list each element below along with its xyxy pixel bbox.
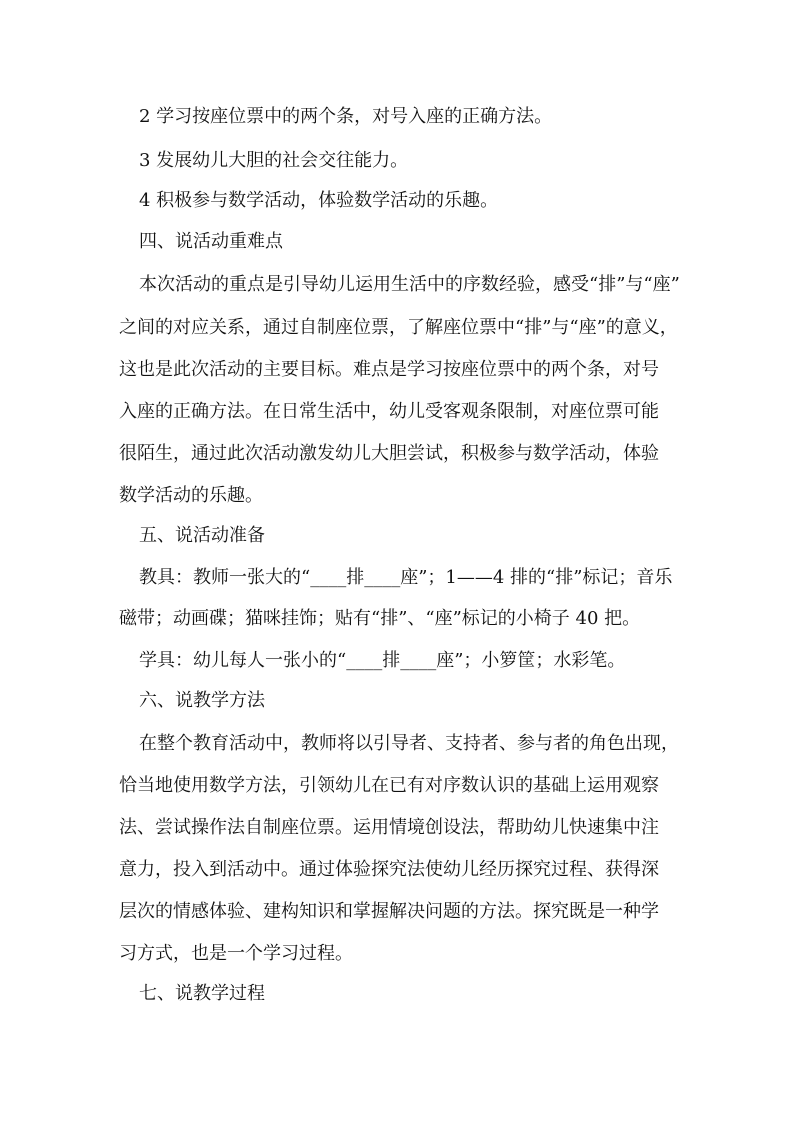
text-line: 4 积极参与数学活动，体验数学活动的乐趣。 — [139, 190, 499, 211]
text-line: 之间的对应关系，通过自制座位票，了解座位票中“排”与“座”的意义， — [119, 317, 678, 338]
text-line: 教具：教师一张大的“____排____座”；1——4 排的“排”标记；音乐 — [139, 567, 673, 588]
section-heading: 六、说教学方法 — [139, 690, 265, 711]
text-line: 数学活动的乐趣。 — [119, 485, 263, 506]
section-heading: 五、说活动准备 — [139, 525, 265, 546]
text-line: 层次的情感体验、建构知识和掌握解决问题的方法。探究既是一种学 — [119, 901, 659, 922]
section-heading: 七、说教学过程 — [139, 983, 265, 1004]
text-line: 本次活动的重点是引导幼儿运用生活中的序数经验，感受“排”与“座” — [139, 274, 680, 295]
section-heading: 四、说活动重难点 — [139, 231, 283, 252]
text-line: 磁带；动画碟；猫咪挂饰；贴有“排”、“座”标记的小椅子 40 把。 — [119, 608, 641, 629]
text-line: 意力，投入到活动中。通过体验探究法使幼儿经历探究过程、获得深 — [119, 859, 659, 880]
text-line: 2 学习按座位票中的两个条，对号入座的正确方法。 — [139, 106, 553, 127]
text-line: 法、尝试操作法自制座位票。运用情境创设法，帮助幼儿快速集中注 — [119, 817, 659, 838]
text-line: 很陌生，通过此次活动激发幼儿大胆尝试，积极参与数学活动，体验 — [119, 443, 659, 464]
text-line: 在整个教育活动中，教师将以引导者、支持者、参与者的角色出现， — [139, 733, 679, 754]
text-line: 学具：幼儿每人一张小的“____排____座”；小箩筐；水彩笔。 — [139, 650, 626, 671]
text-line: 3 发展幼儿大胆的社会交往能力。 — [139, 150, 409, 171]
text-line: 恰当地使用数学方法，引领幼儿在已有对序数认识的基础上运用观察 — [119, 775, 659, 796]
text-line: 习方式，也是一个学习过程。 — [119, 943, 353, 964]
text-line: 入座的正确方法。在日常生活中，幼儿受客观条限制，对座位票可能 — [119, 401, 659, 422]
text-line: 这也是此次活动的主要目标。难点是学习按座位票中的两个条，对号 — [119, 359, 659, 380]
